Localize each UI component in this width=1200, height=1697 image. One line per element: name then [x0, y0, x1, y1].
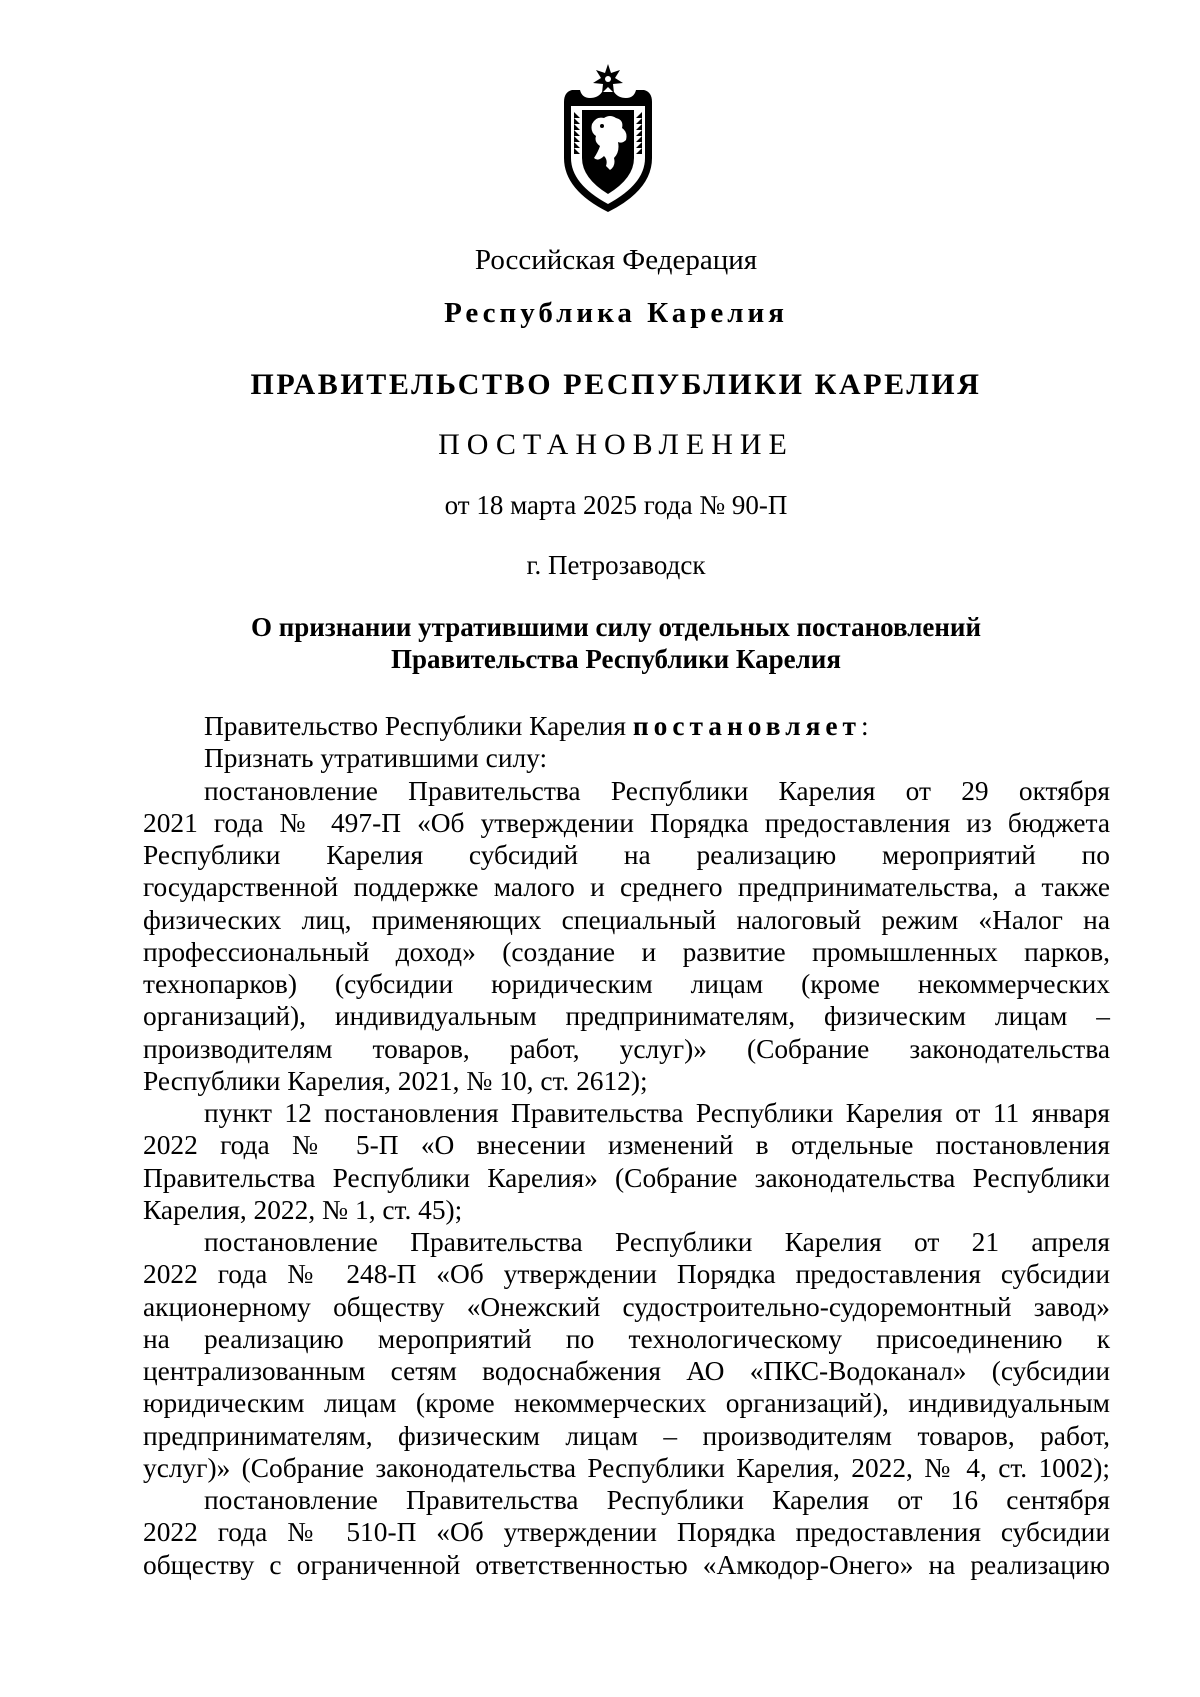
- item4-line: 2022 года № 510-П «Об утверждении Порядка предоставления субсидии: [143, 1517, 1110, 1548]
- item1-line: государственной поддержке малого и среднего предпринимательства, а также: [143, 872, 1110, 903]
- title-line: О признании утратившими силу отдельных постановлений: [250, 612, 982, 642]
- intro-text: Правительство Республики Карелия: [204, 711, 633, 741]
- item4-line: обществу с ограниченной ответственностью «Амкодор-Онего» на реализацию: [143, 1549, 1110, 1580]
- item3-line: централизованным сетям водоснабжения АО «ПКС-Водоканал» (субсидии: [143, 1356, 1110, 1386]
- item1-line: производителям товаров, работ, услуг)» (Собрание законодательства: [143, 1033, 1110, 1064]
- karelia-coat-of-arms-icon: [558, 62, 658, 214]
- document-body: [143, 710, 1110, 1581]
- government-name: ПРАВИТЕЛЬСТВО РЕСПУБЛИКИ КАРЕЛИЯ: [250, 368, 982, 401]
- item1-line: физических лиц, применяющих специальный налоговый режим «Налог на: [143, 904, 1110, 935]
- intro-paragraph: [143, 710, 1110, 742]
- item2-line: Правительства Республики Карелия» (Собрание законодательства Республики: [143, 1162, 1110, 1193]
- republic-name: Республика Карелия: [444, 297, 788, 329]
- intro-keyword: постановляет: [632, 711, 862, 741]
- item1-line: Республики Карелия, 2021, № 10, ст. 2612);: [143, 1065, 648, 1096]
- title-line: Правительства Республики Карелия: [391, 644, 841, 674]
- recognize-paragraph: Признать утратившими силу:: [204, 743, 548, 774]
- item1-line: организаций), индивидуальным предпринимателям, физическим лицам –: [143, 1001, 1110, 1032]
- item3-line: предпринимателям, физическим лицам – производителям товаров, работ,: [143, 1420, 1110, 1451]
- item1-line: Республики Карелия субсидий на реализацию мероприятий по: [143, 840, 1110, 870]
- item2-line: Карелия, 2022, № 1, ст. 45);: [143, 1194, 463, 1225]
- item4-line: постановление Правительства Республики Карелия от 16 сентября: [204, 1485, 1110, 1515]
- item3-line: 2022 года № 248-П «Об утверждении Порядка предоставления субсидии: [143, 1259, 1110, 1290]
- item3-line: юридическим лицам (кроме некоммерческих организаций), индивидуальным: [143, 1388, 1110, 1419]
- document-date-number: от 18 марта 2025 года № 90-П: [444, 490, 788, 520]
- item3-line: постановление Правительства Республики Карелия от 21 апреля: [204, 1227, 1110, 1257]
- country-name: Российская Федерация: [474, 244, 758, 276]
- item3-line: на реализацию мероприятий по технологическому присоединению к: [143, 1323, 1110, 1354]
- item2-line: 2022 года № 5-П «О внесении изменений в отдельные постановления: [143, 1130, 1110, 1161]
- item1-line: постановление Правительства Республики Карелия от 29 октября: [204, 775, 1110, 806]
- document-type: ПОСТАНОВЛЕНИЕ: [438, 428, 794, 461]
- item3-line: услуг)» (Собрание законодательства Республики Карелия, 2022, № 4, ст. 1002);: [143, 1452, 1110, 1483]
- item1-line: профессиональный доход» (создание и развитие промышленных парков,: [143, 936, 1110, 967]
- intro-colon: :: [861, 711, 869, 741]
- item1-line: технопарков) (субсидии юридическим лицам (кроме некоммерческих: [143, 969, 1110, 999]
- item2-line: пункт 12 постановления Правительства Республики Карелия от 11 января: [204, 1098, 1110, 1128]
- item3-line: акционерному обществу «Онежский судостроительно-судоремонтный завод»: [143, 1291, 1110, 1322]
- document-city: г. Петрозаводск: [526, 550, 706, 580]
- document-title: [150, 611, 1082, 675]
- item1-line: 2021 года № 497-П «Об утверждении Порядка предоставления из бюджета: [143, 807, 1110, 838]
